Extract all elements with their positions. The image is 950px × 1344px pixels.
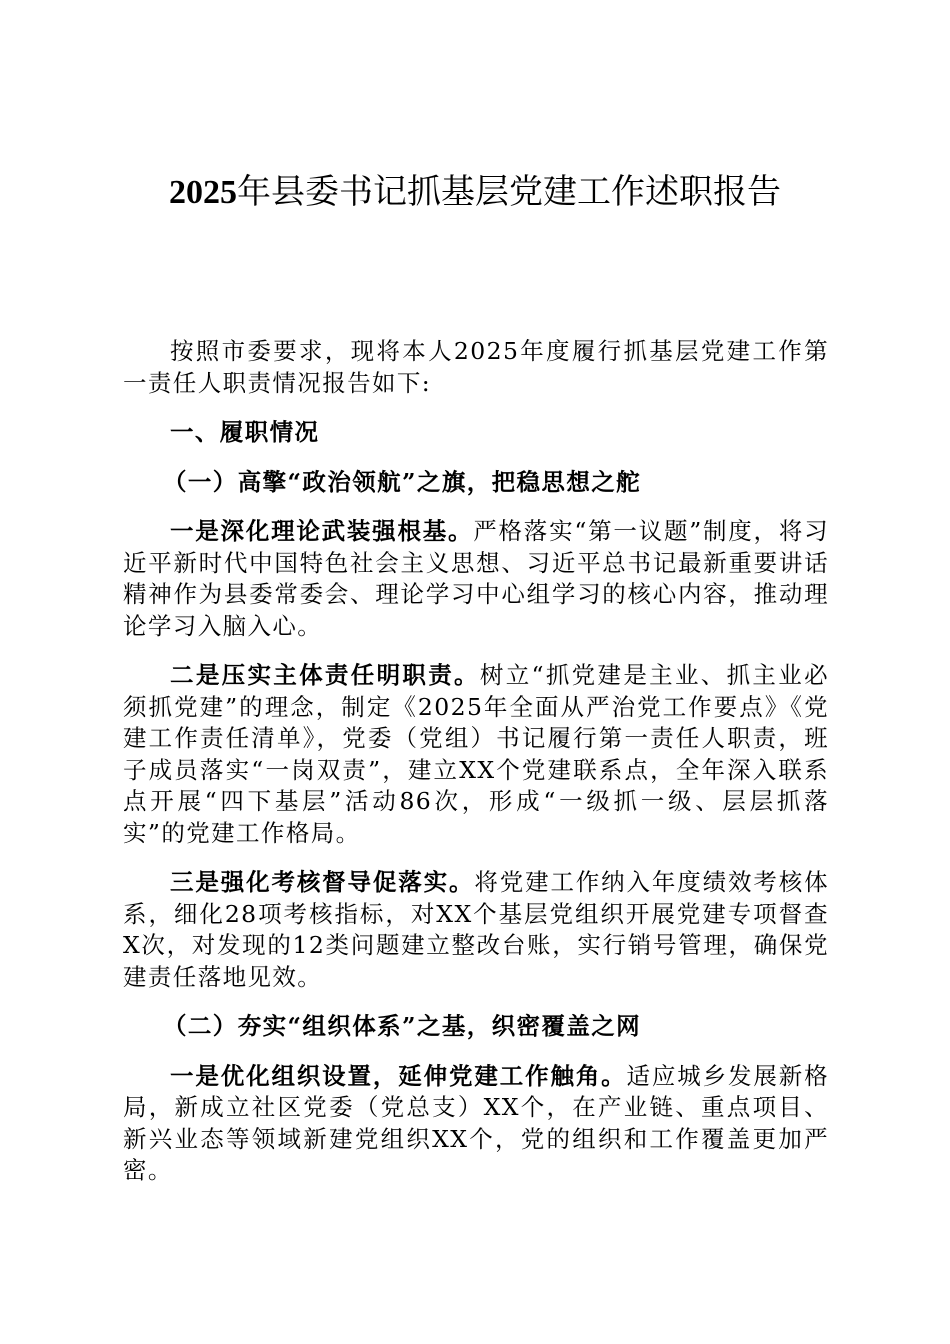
paragraph-text: 适应城乡发展新格局，新成立社区党委（党总支）XX个，在产业链、重点项目、新兴业态等领域新建党组织XX个，党的组织和工作覆盖更加严密。 [123, 1061, 829, 1184]
document-title [0, 166, 950, 219]
paragraph-text: 严格落实“第一议题”制度，将习近平新时代中国特色社会主义思想、习近平总书记最新重要讲话精神作为县委常委会、理论学习中心组学习的核心内容，推动理论学习入脑入心。 [123, 517, 829, 640]
intro-paragraph: 按照市委要求，现将本人2025年度履行抓基层党建工作第一责任人职责情况报告如下: [123, 337, 829, 397]
paragraph-lead: 二是压实主体责任明职责。 [170, 661, 480, 689]
paragraph-1-3 [123, 867, 829, 993]
paragraph-text: 将党建工作纳入年度绩效考核体系，细化28项考核指标，对XX个基层党组织开展党建专项督查X次，对发现的12类问题建立整改台账，实行销号管理，确保党建责任落地见效。 [123, 868, 829, 991]
paragraph-text: 树立“抓党建是主业、抓主业必须抓党建”的理念，制定《2025年全面从严治党工作要点》《党建工作责任清单》，党委（党组）书记履行第一责任人职责，班子成员落实“一岗双责”，建立XX个党建联系点，全年深入联系点开展“四下基层”活动86次，形成“一级抓一级、层层抓落实”的党建工作格局。 [123, 661, 829, 847]
title-year: 2025 [169, 174, 237, 211]
paragraph-1-1 [123, 516, 829, 642]
subsection-heading-2: （二）夯实“组织体系”之基，织密覆盖之网 [163, 1012, 642, 1040]
paragraph-lead: 三是强化考核督导促落实。 [170, 868, 475, 896]
subsection-heading-1: （一）高擎“政治领航”之旗，把稳思想之舵 [163, 467, 642, 496]
paragraph-1-2 [123, 660, 829, 849]
section-heading-1: 一、履职情况 [170, 418, 320, 446]
title-text: 年县委书记抓基层党建工作述职报告 [237, 172, 781, 212]
paragraph-2-1 [123, 1061, 829, 1187]
paragraph-lead: 一是深化理论武装强根基。 [170, 517, 474, 545]
paragraph-lead: 一是优化组织设置，延伸党建工作触角。 [170, 1061, 627, 1090]
document-body [123, 336, 829, 1205]
